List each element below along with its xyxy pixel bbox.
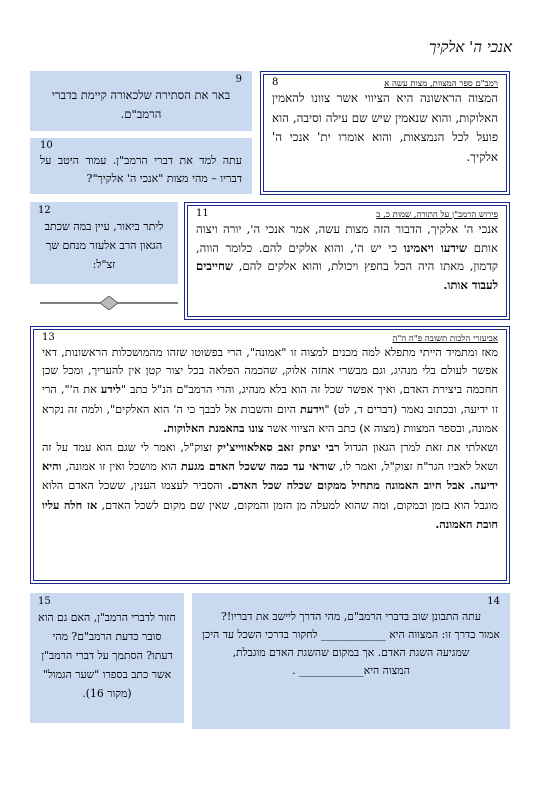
source-text: המצוה הראשונה היא הציווי אשר צוונו להאמין האלוקות, והוא שנאמין שיש שם עילה וסיבה, הוא פועל לכל הנמצאות, והוא אומרו ית' אנכי ה' אלקיך. (272, 91, 498, 164)
box-number: 13 (42, 332, 55, 343)
source-text: אנכי ה' אלקיך, הדבור הזה מצות עשה, אמר אנכי ה', יורה ויצוה אותם שידעו ויאמינו כי יש ה', והוא אלקים להם. כלומר הווה, קדמון, מאתו היה הכל בחפץ ויכולת, והוא אלקים להם, שחייבים לעבוד אותו. (196, 222, 498, 292)
box-number: 8 (272, 77, 279, 88)
source-citation: אביעזרי הלכות תשובה פ"ה ה"ה (392, 334, 498, 344)
source-box-8 (260, 71, 510, 195)
source-box-11 (184, 202, 510, 320)
question-box-12 (30, 202, 178, 284)
question-box-10 (30, 138, 252, 194)
box-number: 12 (38, 205, 51, 216)
box-text: חזור לדברי הרמב"ן, האם גם הוא סובר כדעת הרמב"ם? מהי דעתו? הסתמך על דברי הרמב"ן אשר כתב בספרו "שער הגמול" (מקור 16). (38, 611, 176, 700)
question-box-15 (30, 593, 184, 723)
box-number: 9 (235, 74, 242, 85)
page-title: אנכי ה' אלקיך (429, 38, 512, 56)
fill-in-answer: המצוה היא____________ . (292, 664, 410, 677)
question-box-9 (30, 71, 252, 131)
source-paragraph-2: ושאלתי את זאת למרן הגאון הגדול רבי יצחק זאב סאלאווייצ'יק זצוק"ל, ואמר לי שגם הוא עמד על זה ושאל לאביו הגר"ח זצוק"ל, ואמר לו, שודאי עד כמה ששכל האדם מגעת הוא מושכל ואין זו אמונה, והיא ידיעה. אבל חיוב האמונה מתחיל ממקום שכלה שכל האדם. והסביר לעצמו הענין, ששכל האדם הלוא מוגבל הוא בזמן ובמקום, ומה שהוא למעלה מן הזמן והמקום, שאין שם מקום לשכל האדם, אז חלה עליו חובת האמונה. (42, 440, 498, 531)
box-number: 14 (487, 596, 500, 607)
box-text: עתה התבונן שוב בדברי הרמב"ם, מהי הדרך ליישב את דבריו!? (221, 610, 481, 623)
source-paragraph-1: מאז ומתמיד הייתי מתפלא למה מכנים למצוה זו "אמונה", הרי בפשוטו שזהו מהמושכלות הראשונות, דאי אפשר לעולם בלי מנהיג, וגם מבשרי אחזה אלוק, שהכמה הפלאה בכל יצור קטן אין להעריך, ומכל שכן חחכמה ביצירת האדם, ואיך אפשר שכל זה הוא בלא מנהיג, והרי הרמב"ם הנ"ל כתב "לידע את ה'", הרי זו ידיעה, ובכתוב נאמר (דברים ד, לט) "וידעת היום והשבות אל לבבך כי ה' הוא האלקים", ולמה זה נקרא אמונה, ובספר המצוות (מצוה א) כתב היא הציווי אשר צונו בהאמנת האלוקות. (42, 346, 498, 435)
diamond-divider-icon (40, 296, 178, 310)
question-box-14 (192, 593, 510, 729)
box-number: 10 (40, 140, 53, 151)
box-text: עתה למד את דברי הרמב"ן. עמוד היטב על דבריו – מהי מצות "אנכי ה' אלקיך"? (40, 154, 242, 185)
box-text: באר את הסתירה שלכאורה קיימת בדברי הרמב"ם. (51, 88, 231, 121)
box-text: ליתר ביאור, עיין במה שכתב הגאון הרב אלעזר מנחם שך זצ"ל: (44, 220, 164, 271)
box-number: 15 (38, 596, 51, 607)
source-citation: רמב"ם ספר המצוות, מצות עשה א (384, 79, 498, 89)
source-citation: פירוש הרמב"ן על התורה, שמות כ, ב (376, 210, 498, 220)
box-number: 11 (196, 208, 209, 219)
fill-in-sentence: אמור בדרך זו: המצווה היא ____________ לחקור בדרכי השכל עד היכן שמגיעה השגת האדם. אך במקום שהשגת האדם מוגבלת, (202, 628, 500, 659)
source-box-13 (30, 326, 510, 584)
